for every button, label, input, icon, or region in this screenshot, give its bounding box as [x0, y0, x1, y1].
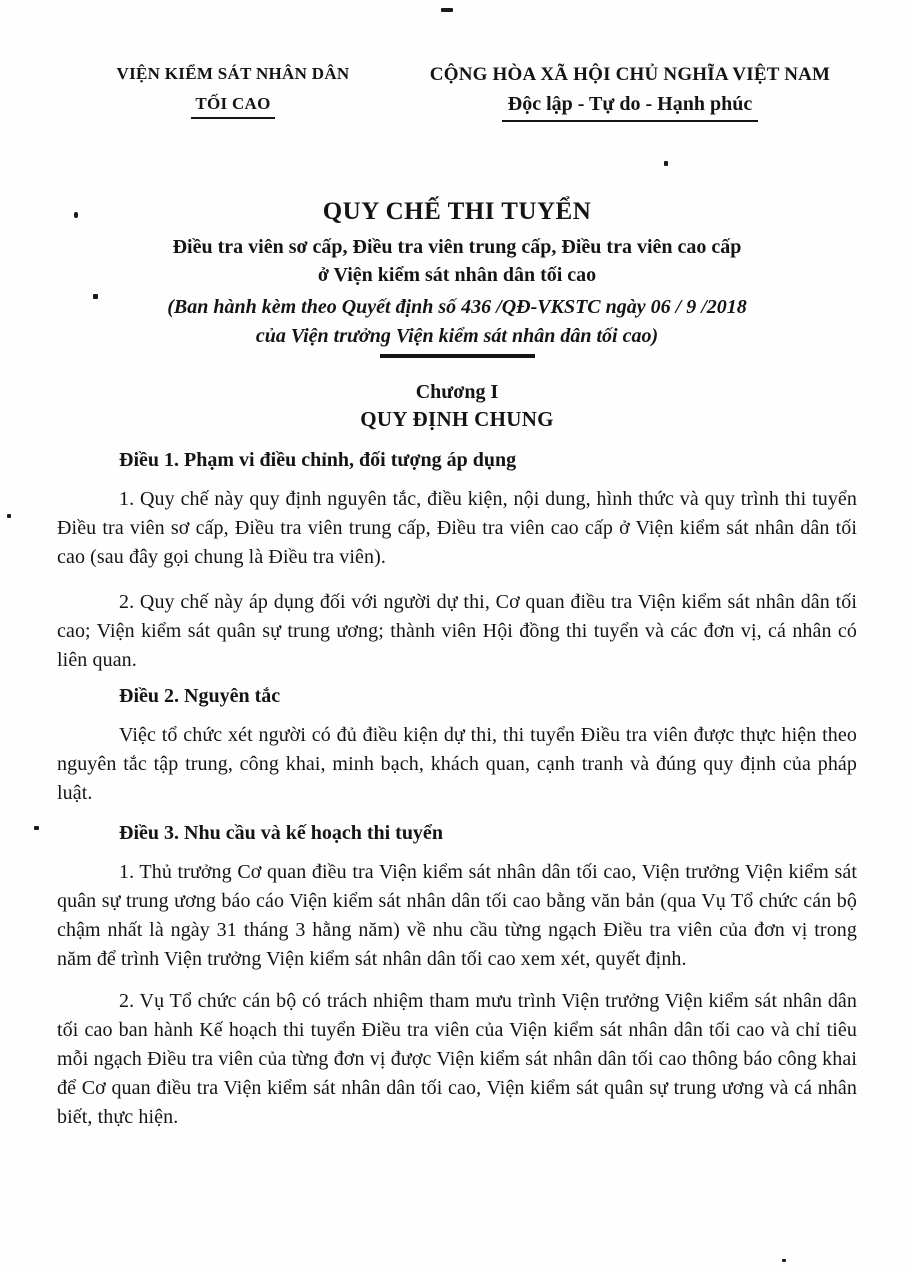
- article-3-paragraph-2: 2. Vụ Tổ chức cán bộ có trách nhiệm tham mưu trình Viện trưởng Viện kiểm sát nhân dân tối cao ban hành Kế hoạch thi tuyển Điều tra viên của Viện kiểm sát nhân dân tối cao và chỉ tiêu mỗi ngạch Điều tra viên của từng đơn vị được Viện kiểm sát nhân dân tối cao thông báo công khai để Cơ quan điều tra Viện kiểm sát nhân dân tối cao, Viện kiểm sát quân sự trung ương và cá nhân biết, thực hiện.: [57, 989, 857, 1128]
- document-subtitle-line1: Điều tra viên sơ cấp, Điều tra viên trung cấp, Điều tra viên cao cấp: [172, 236, 742, 258]
- chapter-number: Chương I: [415, 380, 499, 403]
- article-2: [57, 683, 857, 808]
- article-2-paragraph-1: Việc tổ chức xét người có đủ điều kiện dự thi, thi tuyển Điều tra viên được thực hiện theo nguyên tắc tập trung, công khai, minh bạch, khách quan, cạnh tranh và đúng quy định của pháp luật.: [57, 723, 857, 804]
- issuing-agency-name: VIỆN KIỂM SÁT NHÂN DÂN: [116, 64, 350, 83]
- national-title: CỘNG HÒA XÃ HỘI CHỦ NGHĨA VIỆT NAM: [429, 64, 831, 85]
- chapter-heading: [57, 379, 857, 434]
- national-motto: Độc lập - Tự do - Hạnh phúc: [502, 93, 758, 122]
- article-3-heading: Điều 3. Nhu cầu và kế hoạch thi tuyển: [119, 821, 443, 844]
- issuance-note-line2: của Viện trưởng Viện kiểm sát nhân dân tối cao): [255, 325, 659, 347]
- scan-artifact-dot: [7, 514, 11, 518]
- document-body: [57, 379, 857, 1132]
- issuance-note-line1: (Ban hành kèm theo Quyết định số 436 /QĐ-VKSTC ngày 06 / 9 /2018: [167, 296, 747, 318]
- scan-artifact-dot: [34, 826, 39, 830]
- title-block: [0, 196, 914, 358]
- document-header: [0, 0, 914, 122]
- article-1: [57, 447, 857, 675]
- issuing-agency-name-line2: TỐI CAO: [191, 92, 274, 119]
- article-3: [57, 820, 857, 1132]
- scan-artifact-dot: [74, 212, 78, 218]
- title-separator-rule: [380, 354, 535, 358]
- article-2-heading: Điều 2. Nguyên tắc: [119, 684, 281, 707]
- scan-artifact-dot: [782, 1259, 786, 1262]
- document-title: QUY CHẾ THI TUYỂN: [322, 198, 592, 225]
- issuing-agency-block: [88, 62, 378, 122]
- article-1-heading: Điều 1. Phạm vi điều chỉnh, đối tượng áp dụng: [119, 448, 517, 471]
- article-1-paragraph-2: 2. Quy chế này áp dụng đối với người dự thi, Cơ quan điều tra Viện kiểm sát nhân dân tối cao; Viện kiểm sát quân sự trung ương; thành viên Hội đồng thi tuyển và các đơn vị, cá nhân có liên quan.: [57, 590, 857, 671]
- article-1-paragraph-1: 1. Quy chế này quy định nguyên tắc, điều kiện, nội dung, hình thức và quy trình thi tuyển Điều tra viên sơ cấp, Điều tra viên trung cấp, Điều tra viên cao cấp ở Viện kiểm sát nhân dân tối cao (sau đây gọi chung là Điều tra viên).: [57, 487, 857, 568]
- scan-artifact-dash: [441, 8, 453, 12]
- scan-artifact-dot: [664, 161, 668, 166]
- scan-artifact-dot: [93, 294, 98, 299]
- document-subtitle-line2: ở Viện kiểm sát nhân dân tối cao: [317, 264, 597, 286]
- chapter-title: QUY ĐỊNH CHUNG: [360, 406, 554, 431]
- national-header-block: [400, 62, 860, 122]
- article-3-paragraph-1: 1. Thủ trưởng Cơ quan điều tra Viện kiểm sát nhân dân tối cao, Viện trưởng Viện kiểm sát quân sự trung ương báo cáo Viện kiểm sát nhân dân tối cao bằng văn bản (qua Vụ Tổ chức cán bộ chậm nhất là ngày 31 tháng 3 hằng năm) về nhu cầu từng ngạch Điều tra viên của đơn vị trong năm để trình Viện trưởng Viện kiểm sát nhân dân tối cao xem xét, quyết định.: [57, 860, 857, 970]
